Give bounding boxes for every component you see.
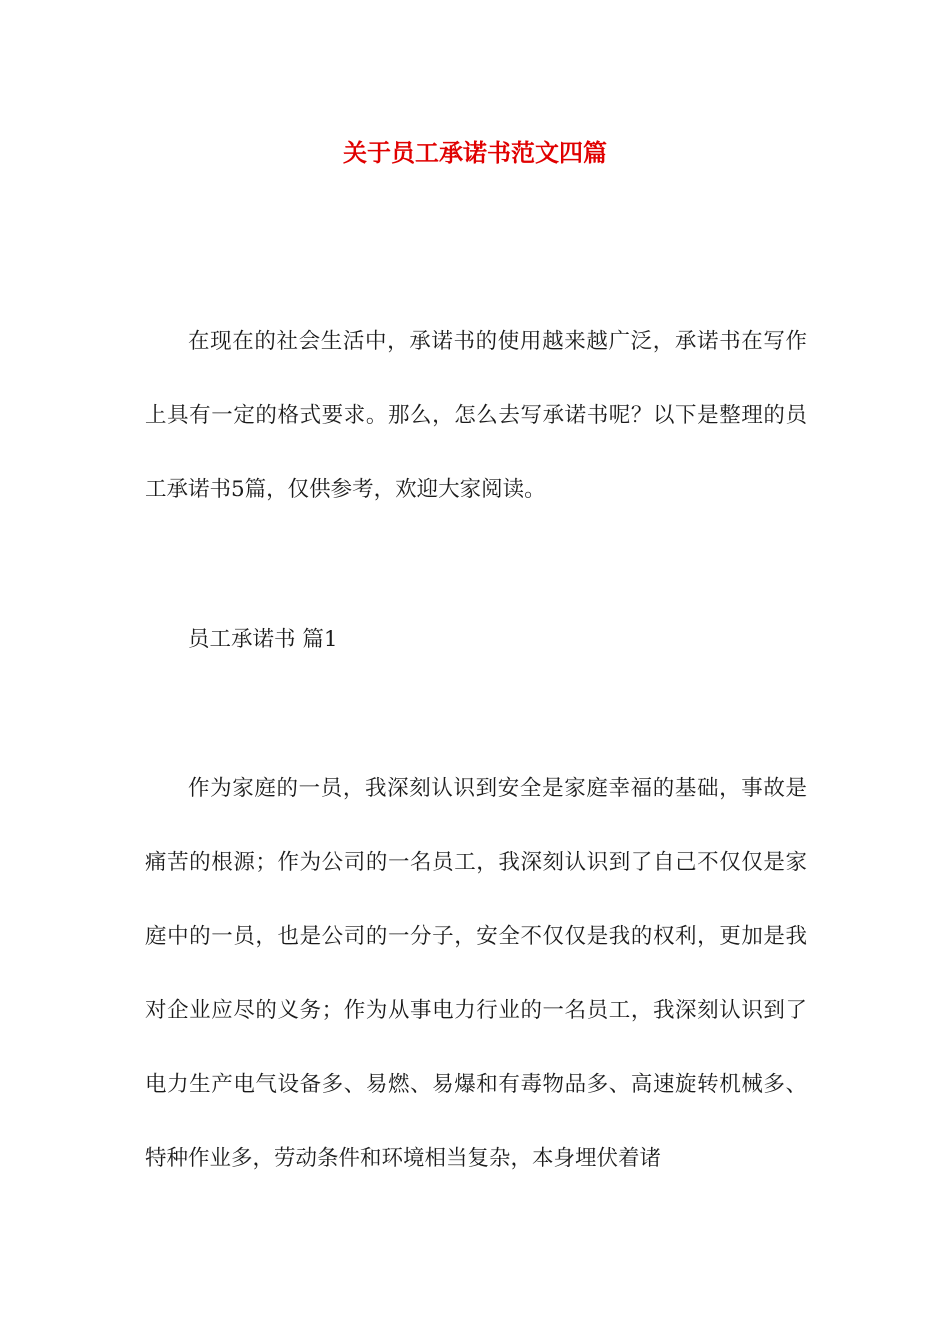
document-title: 关于员工承诺书范文四篇 bbox=[343, 138, 607, 167]
section-body-paragraph: 作为家庭的一员，我深刻认识到安全是家庭幸福的基础，事故是痛苦的根源；作为公司的一名员工，我深刻认识到了自己不仅仅是家庭中的一员，也是公司的一分子，安全不仅仅是我的权利，更加是我对企业应尽的义务；作为从事电力行业的一名员工，我深刻认识到了电力生产电气设备多、易燃、易爆和有毒物品多、高速旋转机械多、特种作业多，劳动条件和环境相当复杂，本身埋伏着诸 bbox=[145, 776, 807, 1171]
intro-paragraph: 在现在的社会生活中，承诺书的使用越来越广泛，承诺书在写作上具有一定的格式要求。那么，怎么去写承诺书呢？以下是整理的员工承诺书5篇，仅供参考，欢迎大家阅读。 bbox=[145, 329, 807, 502]
section-heading: 员工承诺书 篇1 bbox=[188, 627, 338, 652]
